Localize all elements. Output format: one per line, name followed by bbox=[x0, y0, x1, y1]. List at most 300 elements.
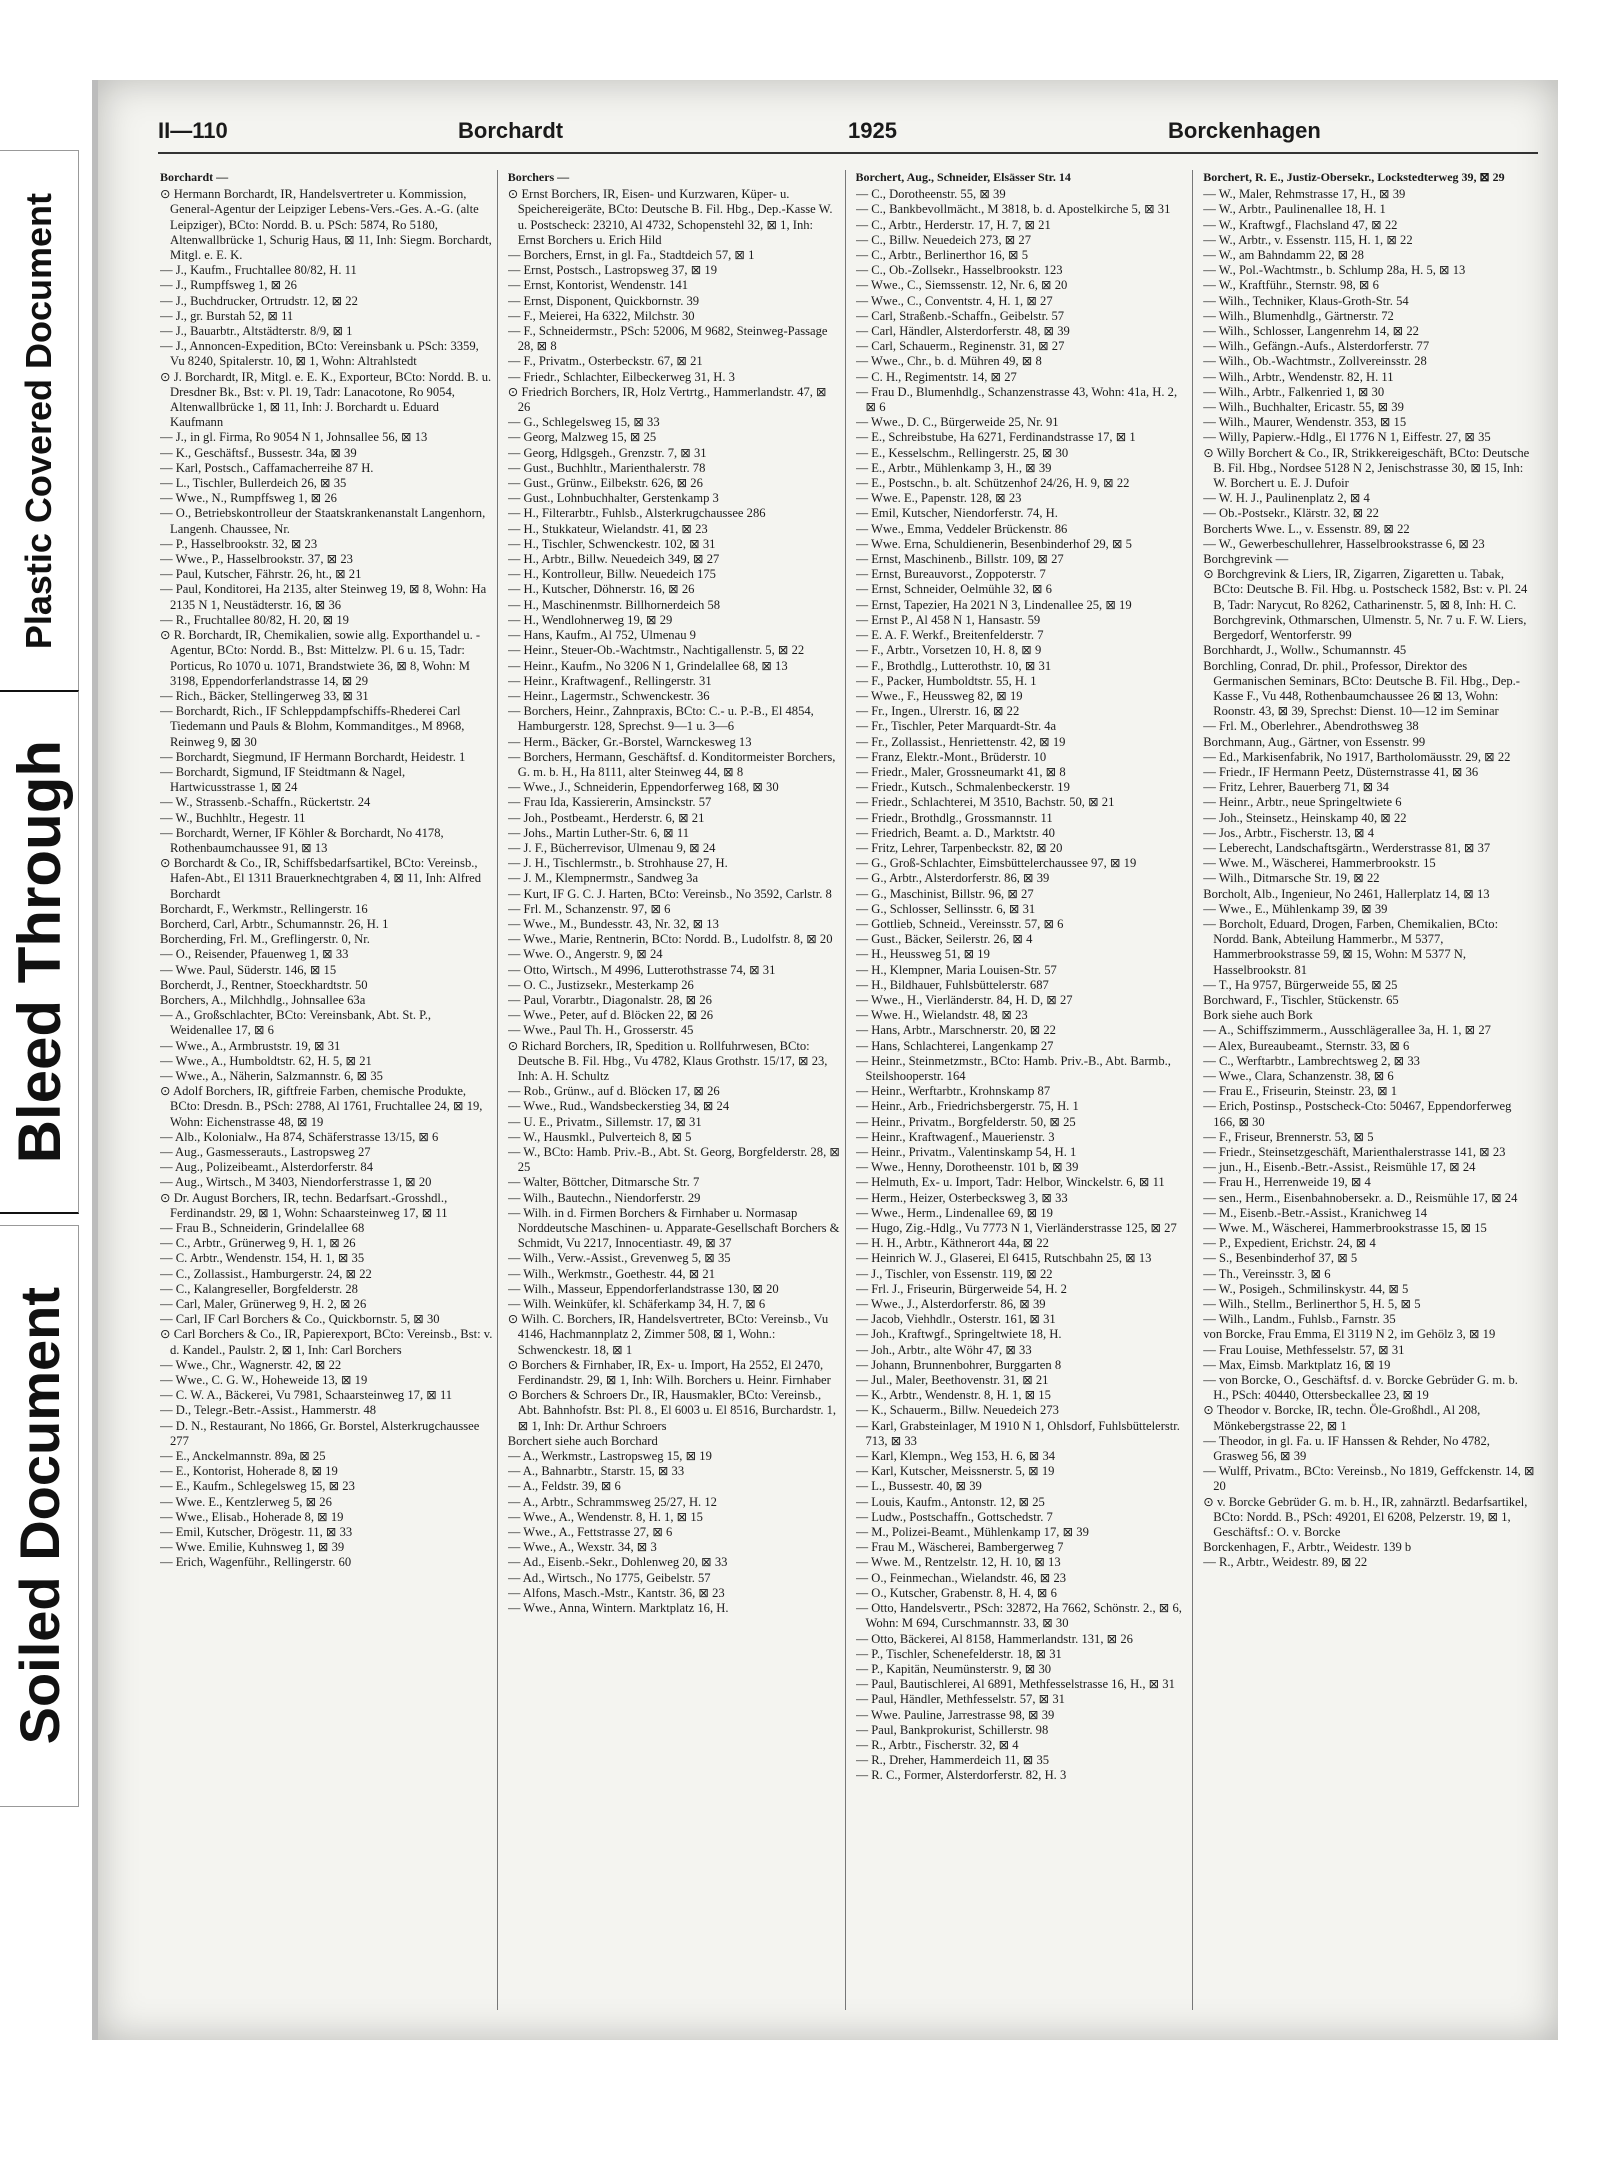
directory-entry: — Willy, Papierw.-Hdlg., El 1776 N 1, Eiffestr. 27, ⊠ 35 bbox=[1203, 430, 1491, 445]
label-plastic-text: Plastic Covered Document bbox=[18, 192, 59, 650]
header-last-name: Borckenhagen bbox=[1168, 118, 1321, 143]
directory-entry: — Wwe., Elisab., Hoherade 8, ⊠ 19 bbox=[160, 1509, 344, 1524]
directory-entry: — Rob., Grünw., auf d. Blöcken 17, ⊠ 26 bbox=[507, 1084, 720, 1099]
directory-entry: — Heinr., Steuer-Ob.-Wachtmstr., Nachtigallenstr. 5, ⊠ 22 bbox=[507, 643, 805, 658]
directory-entry: — Paul, Konditorei, Ha 2135, alter Steinweg 19, ⊠ 8, Wohn: Ha 2135 N 1, Neustädterstr. 16, ⊠ 36 bbox=[160, 582, 487, 612]
directory-entry: — C., Arbtr., Berlinerthor 16, ⊠ 5 bbox=[855, 248, 1029, 263]
directory-entry: — F., Privatm., Osterbeckstr. 67, ⊠ 21 bbox=[507, 354, 703, 369]
directory-entry: — Friedr., Steinsetzgeschäft, Marienthalerstrasse 141, ⊠ 23 bbox=[1203, 1145, 1506, 1159]
directory-entry: — Otto, Handelsvertr., PSch: 32872, Ha 7662, Schönstr. 2., ⊠ 6, Wohn: M 694, Curschmannstr. 33, ⊠ 30 bbox=[855, 1601, 1182, 1631]
directory-entry: — G., Groß-Schlachter, Eimsbüttelerchaussee 97, ⊠ 19 bbox=[855, 856, 1137, 871]
directory-entry: — Wilh., Gefängn.-Aufs., Alsterdorferstr. 77 bbox=[1203, 339, 1430, 354]
directory-entry: — J. F., Bücherrevisor, Ulmenau 9, ⊠ 24 bbox=[507, 840, 716, 855]
directory-entry: — Wwe., A., Wexstr. 34, ⊠ 3 bbox=[507, 1540, 657, 1555]
directory-entry: — Wwe., A., Wendenstr. 8, H. 1, ⊠ 15 bbox=[507, 1509, 703, 1524]
directory-entry: — E., Kontorist, Hoherade 8, ⊠ 19 bbox=[160, 1464, 338, 1479]
directory-entry: — Carl, Schauerm., Reginenstr. 31, ⊠ 27 bbox=[855, 339, 1065, 354]
directory-entry: — Borchardt, Siegmund, IF Hermann Borchardt, Heidestr. 1 bbox=[160, 749, 466, 764]
directory-entry: — Theodor, in gl. Fa. u. IF Hanssen & Rehder, No 4782, Grasweg 56, ⊠ 39 bbox=[1203, 1433, 1490, 1464]
directory-entry: — Ad., Wirtsch., No 1775, Geibelstr. 57 bbox=[507, 1570, 711, 1585]
directory-entry: — Carl, Maler, Grünerweg 9, H. 2, ⊠ 26 bbox=[160, 1297, 367, 1312]
directory-entry: — D., Telegr.-Betr.-Assist., Hammerstr. 48 bbox=[160, 1403, 377, 1418]
directory-entry: — F., Friseur, Brennerstr. 53, ⊠ 5 bbox=[1203, 1129, 1374, 1144]
directory-entry: Borchward, F., Tischler, Stückenstr. 65 bbox=[1203, 992, 1399, 1007]
directory-entry: — Frau E., Friseurin, Steinstr. 23, ⊠ 1 bbox=[1203, 1084, 1398, 1099]
directory-entry: Borchmann, Aug., Gärtner, von Essenstr. 99 bbox=[1203, 734, 1426, 749]
directory-entry: — U. E., Privatm., Sillemstr. 17, ⊠ 31 bbox=[507, 1114, 702, 1129]
directory-entry: — Aug., Polizeibeamt., Alsterdorferstr. 84 bbox=[160, 1160, 374, 1175]
column-2-head: Borchers — bbox=[507, 170, 570, 184]
directory-entry: — S., Besenbinderhof 37, ⊠ 5 bbox=[1203, 1251, 1358, 1266]
directory-entry: — E., Kesselschm., Rellingerstr. 25, ⊠ 30 bbox=[855, 445, 1069, 460]
directory-entry: — Herm., Heizer, Osterbecksweg 3, ⊠ 33 bbox=[855, 1190, 1068, 1205]
directory-entry: Borcherd, Carl, Arbtr., Schumannstr. 26, H. 1 bbox=[160, 916, 389, 931]
directory-entry: — Friedr., Schlachter, Eilbeckerweg 31, H. 3 bbox=[507, 369, 735, 384]
directory-entry: — W., Strassenb.-Schaffn., Rückertstr. 24 bbox=[160, 795, 371, 810]
page-header bbox=[158, 118, 1538, 154]
directory-entry: — Wwe., J., Alsterdorferstr. 86, ⊠ 39 bbox=[855, 1297, 1046, 1312]
directory-entry: — L., Tischler, Bullerdeich 26, ⊠ 35 bbox=[160, 476, 347, 491]
directory-entry: — H. H., Arbtr., Käthnerort 44a, ⊠ 22 bbox=[855, 1236, 1049, 1251]
directory-entry: — C., Dorotheenstr. 55, ⊠ 39 bbox=[855, 187, 1006, 202]
directory-entry: — E., Kaufm., Schlegelsweg 15, ⊠ 23 bbox=[160, 1479, 355, 1494]
directory-entry: — Wwe., J., Schneiderin, Eppendorferweg 168, ⊠ 30 bbox=[507, 780, 779, 795]
directory-entry: — Heinr., Kaufm., No 3206 N 1, Grindelallee 68, ⊠ 13 bbox=[507, 658, 788, 673]
directory-entry: — Wilh., Buchhalter, Ericastr. 55, ⊠ 39 bbox=[1203, 400, 1404, 415]
directory-entry: — Wwe., E., Mühlenkamp 39, ⊠ 39 bbox=[1203, 901, 1388, 916]
directory-entry: — Borchers, Ernst, in gl. Fa., Stadtdeich 57, ⊠ 1 bbox=[507, 248, 755, 263]
directory-entry: — C., Arbtr., Grünerweg 9, H. 1, ⊠ 26 bbox=[160, 1236, 356, 1251]
directory-entry: — C. Arbtr., Wendenstr. 154, H. 1, ⊠ 35 bbox=[160, 1251, 365, 1266]
directory-entry: — Wilh., Blumenhdlg., Gärtnerstr. 72 bbox=[1203, 308, 1394, 323]
directory-entry: — Alfons, Masch.-Mstr., Kantstr. 36, ⊠ 23 bbox=[507, 1585, 725, 1600]
directory-entry: von Borcke, Frau Emma, El 3119 N 2, im Gehölz 3, ⊠ 19 bbox=[1203, 1327, 1496, 1342]
directory-entry: Borchardt, F., Werkmstr., Rellingerstr. 16 bbox=[160, 901, 368, 916]
directory-entry: — Heinr., Kraftwagenf., Mauerienstr. 3 bbox=[855, 1129, 1055, 1144]
directory-entry: ⊙ J. Borchardt, IR, Mitgl. e. E. K., Exporteur, BCto: Nordd. B. u. Dresdner Bk., Bst: v. Pl. 19, Tadr: Lanacotone, Ro 9054, Altenwallbrücke 1, ⊠ 11, Inh: J. Borchardt u. Eduard Kaufmann bbox=[160, 369, 492, 430]
directory-entry: — F., Meierei, Ha 6322, Milchstr. 30 bbox=[507, 308, 695, 323]
directory-entry: — C., Zollassist., Hamburgerstr. 24, ⊠ 22 bbox=[160, 1266, 372, 1281]
directory-entry: — Ernst, Schneider, Oelmühle 32, ⊠ 6 bbox=[855, 582, 1052, 597]
directory-entry: — Fr., Zollassist., Henriettenstr. 42, ⊠ 19 bbox=[855, 734, 1066, 749]
directory-entry: — Wilh., Stellm., Berlinerthor 5, H. 5, ⊠ 5 bbox=[1203, 1297, 1421, 1312]
directory-entry: — C. H., Regimentstr. 14, ⊠ 27 bbox=[855, 369, 1017, 384]
directory-entry: — Gottlieb, Schneid., Vereinsstr. 57, ⊠ 6 bbox=[855, 916, 1064, 931]
directory-entry: — Th., Vereinsstr. 3, ⊠ 6 bbox=[1203, 1266, 1331, 1281]
column-3-head: Borchert, Aug., Schneider, Elsässer Str. 14 bbox=[855, 170, 1071, 184]
directory-entry: — W., BCto: Hamb. Priv.-B., Abt. St. Georg, Borgfelderstr. 28, ⊠ 25 bbox=[507, 1145, 840, 1175]
directory-entry: — Ludw., Postschaffn., Gottschedstr. 7 bbox=[855, 1509, 1053, 1524]
directory-entry: — W., Hausmkl., Pulverteich 8, ⊠ 5 bbox=[507, 1129, 692, 1144]
directory-entry: — Karl, Kutscher, Meissnerstr. 5, ⊠ 19 bbox=[855, 1464, 1055, 1479]
directory-entry: — Karl, Klempn., Weg 153, H. 6, ⊠ 34 bbox=[855, 1449, 1056, 1464]
directory-page bbox=[92, 80, 1558, 2040]
directory-entry: — L., Bussestr. 40, ⊠ 39 bbox=[855, 1479, 982, 1494]
directory-entry: — J., Annoncen-Expedition, BCto: Vereinsbank u. PSch: 3359, Vu 8240, Spitalerstr. 10, ⊠ 1, Wohn: Altrahlstedt bbox=[160, 339, 479, 369]
directory-entry: — Wilh., Ditmarsche Str. 19, ⊠ 22 bbox=[1203, 871, 1380, 886]
directory-entry: — R., Fruchtallee 80/82, H. 20, ⊠ 19 bbox=[160, 612, 349, 627]
column-2 bbox=[508, 170, 846, 2010]
directory-entry: — Joh., Steinsetz., Heinskamp 40, ⊠ 22 bbox=[1203, 810, 1407, 825]
directory-entry: — Wwe., Emma, Veddeler Brückenstr. 86 bbox=[855, 521, 1068, 536]
directory-entry: — Otto, Bäckerei, Al 8158, Hammerlandstr. 131, ⊠ 26 bbox=[855, 1631, 1133, 1646]
directory-entry: — sen., Herm., Eisenbahnobersekr. a. D., Reismühle 17, ⊠ 24 bbox=[1203, 1190, 1518, 1205]
directory-entry: — Wwe. M., Wäscherei, Hammerbrookstr. 15 bbox=[1203, 856, 1436, 871]
directory-entry: — Wilh., Ob.-Wachtmstr., Zollvereinsstr. 28 bbox=[1203, 354, 1427, 369]
directory-entry: — Johann, Brunnenbohrer, Burggarten 8 bbox=[855, 1357, 1062, 1372]
directory-entry: — Georg, Hdlgsgeh., Grenzstr. 7, ⊠ 31 bbox=[507, 445, 707, 460]
directory-entry: — E. A. F. Werkf., Breitenfelderstr. 7 bbox=[855, 628, 1044, 643]
directory-entry: — Borchardt, Sigmund, IF Steidtmann & Nagel, Hartwicusstrasse 1, ⊠ 24 bbox=[160, 764, 406, 795]
directory-entry: — Gust., Grünw., Eilbekstr. 626, ⊠ 26 bbox=[507, 476, 703, 491]
directory-entry: — Wilh. Weinküfer, kl. Schäferkamp 34, H. 7, ⊠ 6 bbox=[507, 1297, 766, 1312]
directory-entry: — Wwe., C., Siemssenstr. 12, Nr. 6, ⊠ 20 bbox=[855, 278, 1068, 293]
directory-entry: ⊙ Borchers & Schroers Dr., IR, Hausmakler, BCto: Vereinsb., Abt. Bahnhofstr. Bst: Pl. 8., El 6003 u. El 8516, Burchardstr. 1, ⊠ 1, Inh: Dr. Arthur Schroers bbox=[507, 1388, 837, 1433]
directory-entry: — Wwe. Pauline, Jarrestrasse 98, ⊠ 39 bbox=[855, 1707, 1055, 1722]
directory-entry: — Aug., Wirtsch., M 3403, Niendorferstrasse 1, ⊠ 20 bbox=[160, 1175, 432, 1190]
directory-entry: — K., Geschäftsf., Bussestr. 34a, ⊠ 39 bbox=[160, 445, 357, 460]
directory-entry: — Paul, Bautischlerei, Al 6891, Methfesselstrasse 16, H., ⊠ 31 bbox=[855, 1677, 1175, 1692]
directory-entry: — J., Kaufm., Fruchtallee 80/82, H. 11 bbox=[160, 263, 357, 278]
directory-entry: Borchers, A., Milchhdlg., Johnsallee 63a bbox=[160, 992, 366, 1007]
directory-entry: — Borchers, Heinr., Zahnpraxis, BCto: C.- u. P.-B., El 4854, Hamburgerstr. 128, Sprechst. 9—1 u. 3—6 bbox=[507, 704, 814, 734]
directory-entry: — Wilh., Landm., Fuhlsb., Farnstr. 35 bbox=[1203, 1312, 1396, 1327]
directory-entry: — H., Filterarbtr., Fuhlsb., Alsterkrugchaussee 286 bbox=[507, 506, 766, 521]
directory-entry: — A., Großschlachter, BCto: Vereinsbank, Abt. St. P., Weidenallee 17, ⊠ 6 bbox=[160, 1008, 432, 1038]
directory-entry: — R. C., Former, Alsterdorferstr. 82, H. 3 bbox=[855, 1768, 1067, 1783]
directory-entry: — Wwe., H., Vierländerstr. 84, H. D, ⊠ 27 bbox=[855, 992, 1073, 1007]
directory-entry: — P., Hasselbrookstr. 32, ⊠ 23 bbox=[160, 536, 318, 551]
directory-entry: — Hugo, Zig.-Hdlg., Vu 7773 N 1, Vierländerstrasse 125, ⊠ 27 bbox=[855, 1221, 1177, 1236]
directory-entry: — Wwe., Paul Th. H., Grosserstr. 45 bbox=[507, 1023, 694, 1038]
directory-entry: — Wwe., Chr., Wagnerstr. 42, ⊠ 22 bbox=[160, 1357, 342, 1372]
directory-entry: Borchling, Conrad, Dr. phil., Professor, Direktor des Germanischen Seminars, BCto: Deutsche B. Fil. Hbg., Dep.-Kasse F., Vu 448, Rothenbaumchaussee 26 ⊠ 13, Wohn: Roonstr. 43, ⊠ 39, Sprechst: Dienst. 10—12 im Seminar bbox=[1203, 658, 1521, 719]
directory-entry: — E., Arbtr., Mühlenkamp 3, H., ⊠ 39 bbox=[855, 460, 1052, 475]
directory-entry: — Wilh. in d. Firmen Borchers & Firnhaber u. Normasap Norddeutsche Maschinen- u. Apparate-Gesellschaft Borchers & Schmidt, Vu 2217, Innocentiastr. 49, ⊠ 37 bbox=[507, 1205, 840, 1251]
directory-entry: — Kurt, IF G. C. J. Harten, BCto: Vereinsb., No 3592, Carlstr. 8 bbox=[507, 886, 832, 901]
directory-entry: — Fr., Tischler, Peter Marquardt-Str. 4a bbox=[855, 719, 1057, 734]
directory-entry: — R., Arbtr., Weidestr. 89, ⊠ 22 bbox=[1203, 1555, 1368, 1570]
directory-entry: — Borchardt, Werner, IF Köhler & Borchardt, No 4178, Rothenbaumchaussee 91, ⊠ 13 bbox=[160, 825, 444, 855]
directory-entry: — H., Wendlohnerweg 19, ⊠ 29 bbox=[507, 612, 673, 627]
directory-entry: — Frl. M., Schanzenstr. 97, ⊠ 6 bbox=[507, 901, 671, 916]
directory-entry: — Paul, Bankprokurist, Schillerstr. 98 bbox=[855, 1722, 1049, 1737]
directory-entry: — C., Bankbevollmächt., M 3818, b. d. Apostelkirche 5, ⊠ 31 bbox=[855, 202, 1171, 217]
directory-entry: — Borcholt, Eduard, Drogen, Farben, Chemikalien, BCto: Nordd. Bank, Abteilung Hammerbr., M 5377, Hammerbrookstrasse 59, ⊠ 15, Wohn: M 5377 N, Hasselbrookstr. 81 bbox=[1203, 916, 1499, 977]
directory-entry: — Friedr., Schlachterei, M 3510, Bachstr. 50, ⊠ 21 bbox=[855, 795, 1115, 810]
directory-entry: — Frau Louise, Methfesselstr. 57, ⊠ 31 bbox=[1203, 1342, 1405, 1357]
directory-entry: — A., Schiffszimmerm., Ausschlägerallee 3a, H. 1, ⊠ 27 bbox=[1203, 1023, 1491, 1038]
directory-entry: — Ernst, Postsch., Lastropsweg 37, ⊠ 19 bbox=[507, 263, 717, 278]
directory-entry: — C., Arbtr., Herderstr. 17, H. 7, ⊠ 21 bbox=[855, 217, 1051, 232]
directory-entry: — Jos., Arbtr., Fischerstr. 13, ⊠ 4 bbox=[1203, 825, 1375, 840]
directory-entry: — von Borcke, O., Geschäftsf. d. v. Borcke Gebrüder G. m. b. H., PSch: 40440, Ottersbeckallee 23, ⊠ 19 bbox=[1203, 1373, 1518, 1403]
directory-entry: ⊙ Borchers & Firnhaber, IR, Ex- u. Import, Ha 2552, El 2470, Ferdinandstr. 29, ⊠ 1, Inh: Wilh. Borchers u. Heinr. Firnhaber bbox=[507, 1357, 831, 1388]
directory-entry: — O., Kutscher, Grabenstr. 8, H. 4, ⊠ 6 bbox=[855, 1585, 1057, 1600]
directory-entry: — G., Arbtr., Alsterdorferstr. 86, ⊠ 39 bbox=[855, 871, 1050, 886]
directory-entry: — W., Buchhltr., Hegestr. 11 bbox=[160, 810, 306, 825]
directory-entry: — Fr., Ingen., Ulrerstr. 16, ⊠ 22 bbox=[855, 704, 1020, 719]
directory-entry: — Carl, Händler, Alsterdorferstr. 48, ⊠ 39 bbox=[855, 324, 1070, 339]
header-year: 1925 bbox=[848, 118, 897, 143]
directory-entry: — Georg, Malzweg 15, ⊠ 25 bbox=[507, 430, 657, 445]
directory-entry: — Joh., Arbtr., alte Wöhr 47, ⊠ 33 bbox=[855, 1342, 1032, 1357]
directory-entry: Borchgrevink — bbox=[1203, 552, 1289, 567]
directory-entry: — C., Billw. Neuedeich 273, ⊠ 27 bbox=[855, 232, 1032, 247]
directory-entry: — Wilh., Masseur, Eppendorferlandstrasse 130, ⊠ 20 bbox=[507, 1281, 779, 1296]
directory-entry: — Wwe., Anna, Wintern. Marktplatz 16, H. bbox=[507, 1601, 729, 1616]
directory-entry: — Wwe., Henny, Dorotheenstr. 101 b, ⊠ 39 bbox=[855, 1160, 1079, 1175]
directory-entry: — Gust., Bäcker, Seilerstr. 26, ⊠ 4 bbox=[855, 932, 1033, 947]
directory-entry: — Ernst, Disponent, Quickbornstr. 39 bbox=[507, 293, 700, 308]
directory-entry: — J., Rumpffsweg 1, ⊠ 26 bbox=[160, 278, 297, 293]
directory-entry: Borcherding, Frl. M., Greflingerstr. 0, Nr. bbox=[160, 932, 370, 947]
directory-entry: ⊙ Adolf Borchers, IR, giftfreie Farben, chemische Produkte, BCto: Dresdn. B., PSch: 2788, Al 1761, Fruchtallee 24, ⊠ 19, Wohn: Eichenstrasse 48, ⊠ 19 bbox=[160, 1084, 483, 1129]
directory-entry: — Wwe., D. C., Bürgerweide 25, Nr. 91 bbox=[855, 415, 1059, 430]
directory-entry: — W., Gewerbeschullehrer, Hasselbrookstrasse 6, ⊠ 23 bbox=[1203, 536, 1485, 551]
directory-entry: — E., Postschn., b. alt. Schützenhof 24/26, H. 9, ⊠ 22 bbox=[855, 476, 1130, 491]
directory-entry: — R., Dreher, Hammerdeich 11, ⊠ 35 bbox=[855, 1753, 1050, 1768]
directory-entry: — Wwe., Rud., Wandsbeckerstieg 34, ⊠ 24 bbox=[507, 1099, 730, 1114]
directory-entry: — C., Werftarbtr., Lambrechtsweg 2, ⊠ 33 bbox=[1203, 1053, 1420, 1068]
label-bleed-through bbox=[0, 690, 79, 1214]
directory-entry: — W., am Bahndamm 22, ⊠ 28 bbox=[1203, 248, 1364, 263]
page-number: II—110 bbox=[158, 118, 228, 143]
column-4-head: Borchert, R. E., Justiz-Obersekr., Lockstedterweg 39, ⊠ 29 bbox=[1203, 170, 1505, 184]
directory-entry: — Leberecht, Landschaftsgärtn., Werderstrasse 81, ⊠ 37 bbox=[1203, 840, 1491, 855]
directory-entry: — W., Arbtr., Paulinenallee 18, H. 1 bbox=[1203, 202, 1386, 217]
directory-entry: — K., Arbtr., Wendenstr. 8, H. 1, ⊠ 15 bbox=[855, 1388, 1051, 1403]
directory-entry: — W., Arbtr., v. Essenstr. 115, H. 1, ⊠ 22 bbox=[1203, 232, 1413, 247]
directory-entry: — Wwe., C., Conventstr. 4, H. 1, ⊠ 27 bbox=[855, 293, 1053, 308]
directory-entry: — Hans, Schlachterei, Langenkamp 27 bbox=[855, 1038, 1054, 1053]
directory-entry: — H., Tischler, Schwenckestr. 102, ⊠ 31 bbox=[507, 536, 716, 551]
column-3 bbox=[856, 170, 1194, 2010]
directory-entry: — T., Ha 9757, Bürgerweide 55, ⊠ 25 bbox=[1203, 977, 1398, 992]
label-soiled-text: Soiled Document bbox=[7, 1287, 71, 1745]
directory-entry: — Jul., Maler, Beethovenstr. 31, ⊠ 21 bbox=[855, 1373, 1049, 1388]
directory-entry: — Heinr., Steinmetzmstr., BCto: Hamb. Priv.-B., Abt. Barmb., Steilshooperstr. 164 bbox=[855, 1053, 1171, 1083]
directory-entry: — Heinr., Werftarbtr., Krohnskamp 87 bbox=[855, 1084, 1051, 1099]
directory-entry: — M., Eisenb.-Betr.-Assist., Kranichweg 14 bbox=[1203, 1205, 1428, 1220]
directory-entry: — P., Kapitän, Neumünsterstr. 9, ⊠ 30 bbox=[855, 1661, 1052, 1676]
directory-entry: ⊙ Dr. August Borchers, IR, techn. Bedarfsart.-Grosshdl., Ferdinandstr. 29, ⊠ 1, Wohn: Schaarsteinweg 17, ⊠ 11 bbox=[160, 1190, 448, 1220]
directory-entry: ⊙ Wilh. C. Borchers, IR, Handelsvertreter, BCto: Vereinsb., Vu 4146, Hachmannplatz 2, Zimmer 508, ⊠ 1, Wohn.: Schwenckestr. 18, ⊠ 1 bbox=[507, 1312, 829, 1357]
directory-entry: — A., Bahnarbtr., Starstr. 15, ⊠ 33 bbox=[507, 1464, 685, 1479]
directory-entry: — Paul, Händler, Methfesselstr. 57, ⊠ 31 bbox=[855, 1692, 1065, 1707]
directory-entry: — Heinr., Lagermstr., Schwenckestr. 36 bbox=[507, 688, 710, 703]
directory-entry: — Erich, Wagenführ., Rellingerstr. 60 bbox=[160, 1555, 352, 1570]
directory-entry: — Friedr., Brothdlg., Grossmannstr. 11 bbox=[855, 810, 1053, 825]
directory-entry: — Wwe. E., Kentzlerweg 5, ⊠ 26 bbox=[160, 1494, 332, 1509]
directory-entry: — Rich., Bäcker, Stellingerweg 33, ⊠ 31 bbox=[160, 688, 369, 703]
directory-entry: — H., Arbtr., Billw. Neuedeich 349, ⊠ 27 bbox=[507, 552, 720, 567]
directory-entry: — Ad., Eisenb.-Sekr., Dohlenweg 20, ⊠ 33 bbox=[507, 1555, 728, 1570]
directory-entry: — Frau D., Blumenhdlg., Schanzenstrasse 43, Wohn: 41a, H. 2, ⊠ 6 bbox=[855, 384, 1178, 415]
directory-entry: — Wwe. M., Wäscherei, Hammerbrookstrasse 15, ⊠ 15 bbox=[1203, 1221, 1487, 1236]
directory-entry: — W., Pol.-Wachtmstr., b. Schlump 28a, H. 5, ⊠ 13 bbox=[1203, 263, 1466, 278]
directory-entry: ⊙ Borchardt & Co., IR, Schiffsbedarfsartikel, BCto: Vereinsb., Hafen-Abt., El 1311 Brauerknechtgraben 4, ⊠ 11, Inh: Alfred Borchardt bbox=[160, 856, 482, 901]
directory-entry: — O., Reisender, Pfauenweg 1, ⊠ 33 bbox=[160, 947, 349, 962]
directory-entry: — Wwe., A., Humboldtstr. 62, H. 5, ⊠ 21 bbox=[160, 1053, 372, 1068]
directory-entry: — H., Maschinenmstr. Billhornerdeich 58 bbox=[507, 597, 721, 612]
directory-entry: — Heinr., Arbtr., neue Springeltwiete 6 bbox=[1203, 795, 1402, 810]
label-bleed-text: Bleed Through bbox=[5, 740, 73, 1164]
directory-entry: — jun., H., Eisenb.-Betr.-Assist., Reismühle 17, ⊠ 24 bbox=[1203, 1160, 1476, 1175]
directory-entry: — Louis, Kaufm., Antonstr. 12, ⊠ 25 bbox=[855, 1494, 1045, 1509]
directory-entry: — F., Arbtr., Vorsetzen 10, H. 8, ⊠ 9 bbox=[855, 643, 1042, 658]
directory-entry: — W., Kraftführ., Sternstr. 98, ⊠ 6 bbox=[1203, 278, 1379, 293]
directory-entry: ⊙ Ernst Borchers, IR, Eisen- und Kurzwaren, Küper- u. Speichereigeräte, BCto: Deutsche B. Fil. Hbg., Dep.-Kasse W. u. Postscheck: 23210, Al 4732, Schopenstehl 32, ⊠ 1, Inh: Ernst Borchers u. Erich Hild bbox=[507, 187, 833, 247]
column-4 bbox=[1203, 170, 1540, 2010]
directory-entry: — Wwe. Erna, Schuldienerin, Besenbinderhof 29, ⊠ 5 bbox=[855, 536, 1132, 551]
directory-entry: — C., Kalangreseller, Borgfelderstr. 28 bbox=[160, 1281, 358, 1296]
directory-entry: — Friedr., IF Hermann Peetz, Düsternstrasse 41, ⊠ 36 bbox=[1203, 764, 1479, 779]
directory-entry: ⊙ Willy Borchert & Co., IR, Strikkereigeschäft, BCto: Deutsche B. Fil. Hbg., Nordsee 5128 N 2, Jenischstrasse 30, ⊠ 15, Inh: W. Borchert u. E. J. Dufoir bbox=[1203, 445, 1530, 491]
directory-entry: — Frau Ida, Kassiererin, Amsinckstr. 57 bbox=[507, 795, 712, 810]
directory-entry: — Alb., Kolonialw., Ha 874, Schäferstrasse 13/15, ⊠ 6 bbox=[160, 1129, 439, 1144]
directory-entry: ⊙ Friedrich Borchers, IR, Holz Vertrtg., Hammerlandstr. 47, ⊠ 26 bbox=[507, 384, 827, 415]
directory-entry: — Ernst, Tapezier, Ha 2021 N 3, Lindenallee 25, ⊠ 19 bbox=[855, 597, 1132, 612]
directory-entry: — G., Schlosser, Sellinsstr. 6, ⊠ 31 bbox=[855, 901, 1036, 916]
directory-entry: — Gust., Lohnbuchhalter, Gerstenkamp 3 bbox=[507, 491, 719, 506]
directory-entry: — Hans, Arbtr., Marschnerstr. 20, ⊠ 22 bbox=[855, 1023, 1056, 1038]
directory-entry: — K., Schauerm., Billw. Neuedeich 273 bbox=[855, 1403, 1059, 1418]
directory-entry: — Ernst, Kontorist, Wendenstr. 141 bbox=[507, 278, 689, 293]
directory-entry: — Heinr., Kraftwagenf., Rellingerstr. 31 bbox=[507, 673, 712, 688]
directory-entry: — Alex, Bureaubeamt., Sternstr. 33, ⊠ 6 bbox=[1203, 1038, 1410, 1053]
directory-entry: — Frl. M., Oberlehrer., Abendrothsweg 38 bbox=[1203, 719, 1419, 734]
directory-entry: ⊙ Hermann Borchardt, IR, Handelsvertreter u. Kommission, General-Agentur der Leipziger Lebens-Vers.-Ges. A.-G. (alte Leipziger), BCto: Nordd. B. u. PSch: 5874, Ro 5180, Altenwallbrücke 1, Schurig Haus, ⊠ 11, Inh: Siegm. Borchardt, Mitgl. e. E. K. bbox=[160, 187, 492, 263]
column-1 bbox=[160, 170, 498, 2010]
label-soiled-document bbox=[0, 1225, 79, 1807]
directory-entry: — Wwe., F., Heussweg 82, ⊠ 19 bbox=[855, 688, 1023, 703]
directory-entry: — Karl, Postsch., Caffamacherreihe 87 H. bbox=[160, 460, 374, 475]
directory-entry: — Ernst, Maschinenb., Billstr. 109, ⊠ 27 bbox=[855, 552, 1064, 567]
label-plastic-covered bbox=[0, 150, 79, 692]
directory-entry: — Paul, Vorarbtr., Diagonalstr. 28, ⊠ 26 bbox=[507, 992, 712, 1007]
directory-entry: — R., Arbtr., Fischerstr. 32, ⊠ 4 bbox=[855, 1737, 1019, 1752]
directory-entry: — Friedrich, Beamt. a. D., Marktstr. 40 bbox=[855, 825, 1055, 840]
directory-entry: — Ob.-Postsekr., Klärstr. 32, ⊠ 22 bbox=[1203, 506, 1379, 521]
directory-entry: — Erich, Postinsp., Postscheck-Cto: 50467, Eppendorferweg 166, ⊠ 30 bbox=[1203, 1099, 1512, 1129]
directory-entry: — Ernst, Bureauvorst., Zoppoterstr. 7 bbox=[855, 567, 1046, 582]
directory-entry: — Wilh., Techniker, Klaus-Groth-Str. 54 bbox=[1203, 293, 1409, 308]
directory-entry: — Wwe. H., Wielandstr. 48, ⊠ 23 bbox=[855, 1008, 1028, 1023]
column-1-head: Borchardt — bbox=[160, 170, 229, 184]
directory-entry: — P., Expedient, Erichstr. 24, ⊠ 4 bbox=[1203, 1236, 1376, 1251]
directory-entry: — Wilh., Bautechn., Niendorferstr. 29 bbox=[507, 1190, 701, 1205]
directory-entry: — Emil, Kutscher, Drögestr. 11, ⊠ 33 bbox=[160, 1525, 353, 1540]
directory-entry: — F., Schneidermstr., PSch: 52006, M 9682, Steinweg-Passage 28, ⊠ 8 bbox=[507, 324, 828, 354]
directory-entry: — G., Maschinist, Billstr. 96, ⊠ 27 bbox=[855, 886, 1034, 901]
directory-entry: — Wwe., A., Armbruststr. 19, ⊠ 31 bbox=[160, 1038, 341, 1053]
directory-entry: — Karl, Grabsteinlager, M 1910 N 1, Ohlsdorf, Fuhlsbüttelerstr. 713, ⊠ 33 bbox=[855, 1418, 1180, 1448]
directory-entry: — Wilh., Werkmstr., Goethestr. 44, ⊠ 21 bbox=[507, 1266, 716, 1281]
directory-entry: — Borchardt, Rich., IF Schleppdampfschiffs-Rhederei Carl Tiedemann und Pauls & Blohm, Kommanditges., M 8968, Reinweg 9, ⊠ 30 bbox=[160, 704, 465, 749]
directory-entry: — Wwe., Marie, Rentnerin, BCto: Nordd. B., Ludolfstr. 8, ⊠ 20 bbox=[507, 932, 833, 947]
directory-entry: ⊙ Carl Borchers & Co., IR, Papierexport, BCto: Vereinsb., Bst: v. d. Kandel., Paulstr. 2, ⊠ 1, Inh: Carl Borchers bbox=[160, 1327, 493, 1357]
directory-entry: — Friedr., Maler, Grossneumarkt 41, ⊠ 8 bbox=[855, 764, 1066, 779]
directory-entry: — Wwe. M., Rentzelstr. 12, H. 10, ⊠ 13 bbox=[855, 1555, 1061, 1570]
directory-entry: — O., Feinmechan., Wielandstr. 46, ⊠ 23 bbox=[855, 1570, 1067, 1585]
directory-entry: — Wilh., Schlosser, Langenrehm 14, ⊠ 22 bbox=[1203, 324, 1419, 339]
directory-entry: — Wwe. Paul, Süderstr. 146, ⊠ 15 bbox=[160, 962, 337, 977]
directory-entry: — Heinr., Privatm., Borgfelderstr. 50, ⊠ 25 bbox=[855, 1114, 1076, 1129]
directory-entry: — F., Packer, Humboldtstr. 55, H. 1 bbox=[855, 673, 1037, 688]
directory-entry: Bork siehe auch Bork bbox=[1203, 1008, 1313, 1023]
directory-entry: — Fritz, Lehrer, Tarpenbeckstr. 82, ⊠ 20 bbox=[855, 840, 1063, 855]
directory-entry: — Wwe., Chr., b. d. Mühren 49, ⊠ 8 bbox=[855, 354, 1042, 369]
directory-entry: — D. N., Restaurant, No 1866, Gr. Borstel, Alsterkrugchaussee 277 bbox=[160, 1418, 480, 1448]
directory-entry: — Heinrich W. J., Glaserei, El 6415, Rutschbahn 25, ⊠ 13 bbox=[855, 1251, 1152, 1266]
directory-entry: — Wwe., A., Näherin, Salzmannstr. 6, ⊠ 35 bbox=[160, 1068, 383, 1083]
header-first-name: Borchardt bbox=[458, 118, 564, 143]
directory-entry: Borcherts Wwe. L., v. Essenstr. 89, ⊠ 22 bbox=[1203, 521, 1410, 536]
directory-entry: — Wwe., Clara, Schanzenstr. 38, ⊠ 6 bbox=[1203, 1068, 1394, 1083]
directory-entry: — Hans, Kaufm., Al 752, Ulmenau 9 bbox=[507, 628, 696, 643]
directory-entry: — Carl, IF Carl Borchers & Co., Quickbornstr. 5, ⊠ 30 bbox=[160, 1312, 440, 1327]
directory-entry: — Jacob, Viehhdlr., Osterstr. 161, ⊠ 31 bbox=[855, 1312, 1056, 1327]
directory-entry: — Wwe., A., Fettstrasse 27, ⊠ 6 bbox=[507, 1525, 673, 1540]
directory-entry: — Wwe., C. G. W., Hoheweide 13, ⊠ 19 bbox=[160, 1373, 368, 1388]
directory-entry: — Frau H., Herrenweide 19, ⊠ 4 bbox=[1203, 1175, 1371, 1190]
directory-entry: — W., Kraftwgf., Flachsland 47, ⊠ 22 bbox=[1203, 217, 1398, 232]
directory-entry: — Ed., Markisenfabrik, No 1917, Bartholomäusstr. 29, ⊠ 22 bbox=[1203, 749, 1511, 764]
directory-entry: Borckenhagen, F., Arbtr., Weidestr. 139 b bbox=[1203, 1540, 1412, 1555]
directory-entry: — Wwe. O., Angerstr. 9, ⊠ 24 bbox=[507, 947, 663, 962]
directory-entry: — Wulff, Privatm., BCto: Vereinsb., No 1819, Geffckenstr. 14, ⊠ 20 bbox=[1203, 1464, 1535, 1494]
directory-entry: — O., Betriebskontrolleur der Staatskrankenanstalt Langenhorn, Langenh. Chaussee, Nr. bbox=[160, 506, 486, 536]
directory-entry: — A., Werkmstr., Lastropsweg 15, ⊠ 19 bbox=[507, 1449, 712, 1464]
directory-entry: — W., Posigeh., Schmilinskystr. 44, ⊠ 5 bbox=[1203, 1281, 1409, 1296]
directory-entry: — Johs., Martin Luther-Str. 6, ⊠ 11 bbox=[507, 825, 689, 840]
directory-entry: — Wwe. Emilie, Kuhnsweg 1, ⊠ 39 bbox=[160, 1540, 345, 1555]
directory-entry: — F., Brothdlg., Lutterothstr. 10, ⊠ 31 bbox=[855, 658, 1052, 673]
directory-entry: — Frl. J., Friseurin, Bürgerweide 54, H. 2 bbox=[855, 1281, 1067, 1296]
directory-entry: — Paul, Kutscher, Fährstr. 26, ht., ⊠ 21 bbox=[160, 567, 362, 582]
directory-entry: — Helmuth, Ex- u. Import, Tadr: Helbor, Winckelstr. 6, ⊠ 11 bbox=[855, 1175, 1165, 1190]
directory-entry: — Wwe., Peter, auf d. Blöcken 22, ⊠ 26 bbox=[507, 1008, 714, 1023]
directory-entry: — Frau M., Wäscherei, Bambergerweg 7 bbox=[855, 1540, 1064, 1555]
directory-entry: — G., Schlegelsweg 15, ⊠ 33 bbox=[507, 415, 660, 430]
directory-entry: — Herm., Bäcker, Gr.-Borstel, Warnckesweg 13 bbox=[507, 734, 752, 749]
directory-entry: Borcholt, Alb., Ingenieur, No 2461, Hallerplatz 14, ⊠ 13 bbox=[1203, 886, 1490, 901]
directory-entry: — J., gr. Burstah 52, ⊠ 11 bbox=[160, 308, 294, 323]
directory-entry: — Wilh., Maurer, Wendenstr. 353, ⊠ 15 bbox=[1203, 415, 1407, 430]
directory-entry: — M., Polizei-Beamt., Mühlenkamp 17, ⊠ 39 bbox=[855, 1525, 1089, 1540]
directory-entry: Borcherdt, J., Rentner, Stoeckhardtstr. 50 bbox=[160, 977, 368, 992]
directory-entry: — Otto, Wirtsch., M 4996, Lutterothstrasse 74, ⊠ 31 bbox=[507, 962, 776, 977]
directory-entry: — H., Bildhauer, Fuhlsbüttelerstr. 687 bbox=[855, 977, 1049, 992]
directory-entry: — Wwe., P., Hasselbrookstr. 37, ⊠ 23 bbox=[160, 552, 353, 567]
directory-entry: — Aug., Gasmesserauts., Lastropsweg 27 bbox=[160, 1145, 371, 1159]
directory-entry: — E., Anckelmannstr. 89a, ⊠ 25 bbox=[160, 1449, 326, 1464]
directory-entry: ⊙ Richard Borchers, IR, Spedition u. Rollfuhrwesen, BCto: Deutsche B. Fil. Hbg., Vu 4782, Klaus Grothstr. 15/17, ⊠ 23, Inh: A. H. Schultz bbox=[507, 1038, 828, 1083]
directory-entry: — H., Klempner, Maria Louisen-Str. 57 bbox=[855, 962, 1057, 977]
directory-entry: — P., Tischler, Schenefelderstr. 18, ⊠ 31 bbox=[855, 1646, 1062, 1661]
directory-entry: — H., Stukkateur, Wielandstr. 41, ⊠ 23 bbox=[507, 521, 708, 536]
directory-entry: — Max, Eimsb. Marktplatz 16, ⊠ 19 bbox=[1203, 1357, 1391, 1372]
directory-entry: — J., Bauarbtr., Altstädterstr. 8/9, ⊠ 1 bbox=[160, 324, 353, 339]
directory-entry: — E., Schreibstube, Ha 6271, Ferdinandstrasse 17, ⊠ 1 bbox=[855, 430, 1136, 445]
directory-entry: — J., Buchdrucker, Ortrudstr. 12, ⊠ 22 bbox=[160, 293, 358, 308]
directory-entry: — J., in gl. Firma, Ro 9054 N 1, Johnsallee 56, ⊠ 13 bbox=[160, 430, 428, 445]
directory-entry: — Wilh., Verw.-Assist., Grevenweg 5, ⊠ 35 bbox=[507, 1251, 731, 1266]
directory-entry: — Wilh., Arbtr., Falkenried 1, ⊠ 30 bbox=[1203, 384, 1385, 399]
directory-entry: ⊙ R. Borchardt, IR, Chemikalien, sowie allg. Exporthandel u. -Agentur, BCto: Nordd. B., Bst: Mittelzw. Pl. 6 u. 15, Tadr: Porticus, Ro 1070 u. 1071, Brandstwiete 36, ⊠ 8, Wohn: M 3198, Eppendorferlandstrasse 14, ⊠ 29 bbox=[160, 628, 481, 688]
directory-entry: — Wwe., N., Rumpffsweg 1, ⊠ 26 bbox=[160, 491, 337, 506]
